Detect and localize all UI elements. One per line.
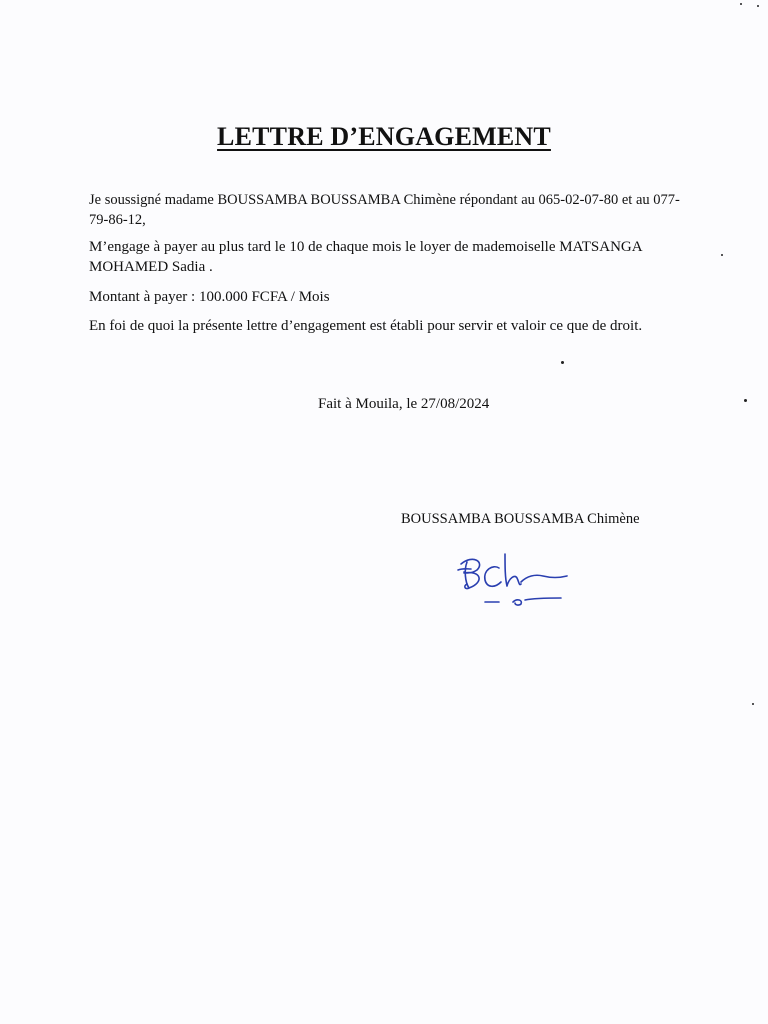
scan-speck [757,5,759,7]
scan-speck [721,254,723,256]
scan-speck [752,703,754,705]
paragraph-declarant: Je soussigné madame BOUSSAMBA BOUSSAMBA Chimène répondant au 065-02-07-80 et au 077-79-86-12, [89,192,680,228]
scan-speck [561,361,564,364]
place-and-date: Fait à Mouila, le 27/08/2024 [318,396,490,412]
document-title [0,122,768,152]
title-text: LETTRE D’ENGAGEMENT [217,122,551,151]
signer-name: BOUSSAMBA BOUSSAMBA Chimène [401,511,640,527]
handwritten-signature [455,548,575,610]
paragraph-amount: Montant à payer : 100.000 FCFA / Mois [89,289,330,305]
paragraph-commitment: M’engage à payer au plus tard le 10 de chaque mois le loyer de mademoiselle MATSANGA MOHAMED Sadia . [89,239,642,275]
scan-speck [740,3,742,5]
paragraph-closing: En foi de quoi la présente lettre d’engagement est établi pour servir et valoir ce que de droit. [89,318,643,334]
scan-speck [744,399,747,402]
